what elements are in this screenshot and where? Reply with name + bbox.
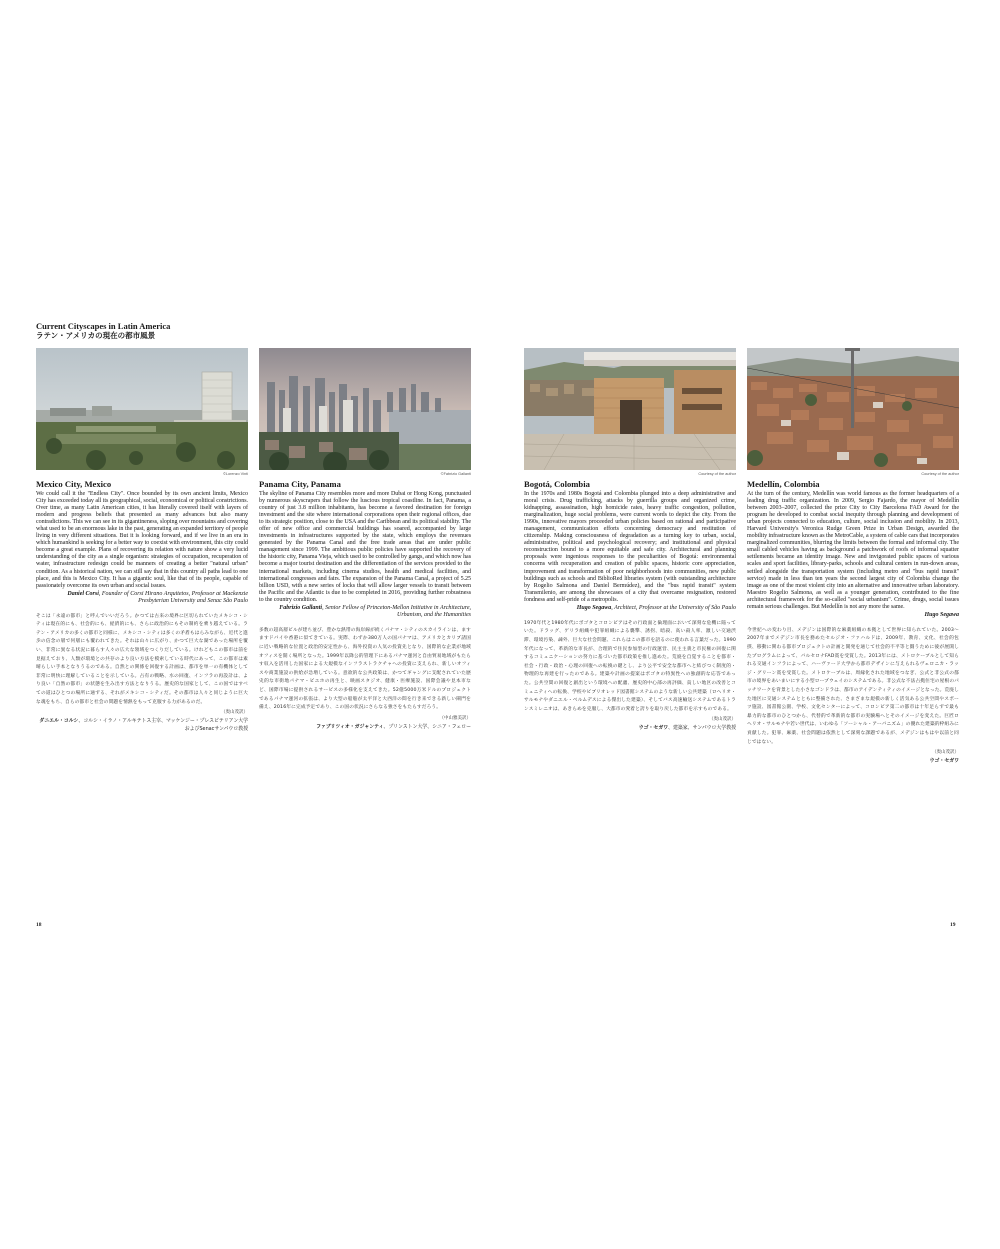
author-credit-ja — [36, 717, 248, 733]
section-title-ja: ラテン・アメリカの現在の都市風景 — [36, 331, 156, 340]
city-title: Medellín, Colombia — [747, 479, 820, 489]
translator-note: （中山雅美訳） — [439, 715, 471, 721]
photo-credit: Courtesy of the author — [921, 472, 959, 476]
article-body-ja: 1970年代と1980年代にボゴタとコロンビアはその行政面と倫理面において深刻な危機に陥っていた。ドラッグ、ゲリラ組織や犯罪組織による襲撃、誘拐、暗殺、高い殺人率、激しい交通渋滞、環境汚染、疎外、巨大な社会問題、これらはこの都市を語るのに使われる言葉だった。1990年代になって、革新的な市長が、合理的で住民参加型の行政運営、民主主義と市民権の回復に関するコミュニケーションの努力に基づいた都市政策を推し進めた。荒廃を自覚することを都市・社会・行政・政治・心理の回復への転換の鍵とし、より公平で安全な都市へと結びつく制度的・物理的な再建を行ったのである。建築や計画の提案はボゴタの特異性への独創的な応答であった。公共空間の回復と創出という環境への配慮、歴史的中心部の再評価、貧しい地区の改善とコミュニティへの転換、学校やビブリオレッド図書館システムのような新しい公共建築（ロヘリオ・サルモナやダニエル・ベルムデスによる傑出した建築）、そしてバス高速輸送システムであるトランスミレニオは、あきらめを克服し、大都市の愛着と誇りを取り戻した都市を示すものである。 — [524, 620, 736, 712]
column-medellin — [747, 348, 959, 765]
author-role-ja: 、プリンストン大学、シニア・フェロー — [383, 723, 471, 730]
photo-panama-city — [259, 348, 471, 470]
author-name: Daniel Corsi — [67, 590, 99, 597]
author-name-ja: ダニエル・コルシ — [39, 718, 79, 725]
column-mexico-city — [36, 348, 248, 733]
city-title: Panama City, Panama — [259, 479, 341, 489]
author-name: Fabrizio Gallanti — [279, 604, 323, 611]
author-role: , Architect, Professor at the University of São Paulo — [611, 604, 736, 611]
author-name-ja: ウゴ・セガワ — [638, 725, 669, 732]
author-name-ja: ウゴ・セガワ — [929, 758, 959, 765]
photo-bogota — [524, 348, 736, 470]
photo-medellin — [747, 348, 959, 470]
author-role-ja: 、建築家、サンパウロ大学教授 — [668, 725, 736, 732]
author-credit-ja — [747, 757, 959, 765]
article-body-ja: 今世紀への変わり目、メデジンは国際的な麻薬組織の本拠として世界に知られていた。2003〜2007年までメデジン市長を務めたセルジオ・ファハルドは、2009年、教育、文化、社会的包摂、移動に関わる都市プロジェクトの計画と開発を通じて社会的不平等と闘うために彼が展開したプログラムによって、バルセロナFAD賞を受賞した。2013年には、メトロケーブルとして知られる交通インフラによって、ハーヴァード大学から都市デザインに与えられるヴェロニカ・ラッジ・グリーン賞を受賞した。メトロケーブルは、周縁化された地域をつなぎ、公式と非公式の都市の境界をあいまいにする小型ロープウェイのシステムである。非公式な不法占拠住宅の屋根のパッチワークを背景とした小さなゴンドラは、都市のアイデンティティのイメージとなった。荒廃した地区に交通システムとともに整備された、さまざまな規模の新しく活気ある公共空間やスポーツ施設、図書館公園、学校、文化センターによって、コロンビア第二の都市は十年足らずで最も暴力的な都市のひとつから、代替的で革新的な都市の実験場へとそのイメージを変えた。巨匠ロヘリオ・サルモナや若い世代は、いわゆる「ソーシャル・アーバニズム」の優れた建築的枠組みに貢献した。犯罪、麻薬、社会問題は依然として深刻な課題であるが、メデジンはもはや以前と同じではない。 — [747, 627, 960, 745]
author-credit-en — [524, 605, 736, 612]
photo-credit: ©Fabrizio Gallanti — [440, 472, 471, 476]
article-body-en: We could call it the "Endless City". Once bounded by its own ancient limits, Mexico City has exceeded today all its geographical, social, economical or political constrictions. Over time, as many Latin American cities, it has literally covered itself with layers of modern and progress beliefs that presented as many advances but also many contradictions. This we can see in its gigantineness, sloping over mountains and covering what used to be an enormous lake in the past, generating an expanded territory of people living in very different situations. But it is looking forward, and if we live in an era in which humankind is seeking for a better way to coexist with environment, this city could become a great example. Plans of recovering its relation with nature show a very lucid understanding of the city as a single organism: strategies of occupation, recuperation of water, infrastructure redesign could be manners of creating a better "natural urban" condition. As a historical nation, we can still say that in this country all paths lead to one place, and this is Mexico City. It has a gigantic soul, like that of its people, capable of passionately overcome its own urban and social issues. — [36, 491, 248, 589]
article-body-en: At the turn of the century, Medellín was world famous as the former headquarters of a leading drug traffic organization. In 2009, Sergio Fajardo, the mayor of Medellín between 2003–2007, collected the prize City to City Barcelona FAD Award for the program he developed to combat social inequity through planning and development of urban projects connected to education, culture, social inclusion and mobility. In 2013, Harvard University's Veronica Rudge Green Prize in Urban Design, awarded the mobility infrastructure known as the MetroCable, a system of cable cars that incorporates marginalized communities, blurring the limits between the formal and informal city. The small cabled vehicles having as background a patchwork of roofs of informal squatter settlements became an identity image. New and invigorated public spaces of various scales and sport facilities, library-parks, schools and cultural centers in run-down areas, settled alongside the transportation system (including metro and "bus rapid transit" service) made in less than ten years the second largest city of Colombia change the image as one of the most violent city into an alternative and innovative urban laboratory. Maestro Rogelio Salmona, as well as a younger generation, contributed to the fine architectural framework for the so-called "social urbanism". Crime, drugs, social issues remain serious challenges. But Medellín is not any more the same. — [747, 491, 959, 610]
photo-mexico-city — [36, 348, 248, 470]
author-role: , Senior Fellow of Princeton-Mellon Initiative in Architecture, Urbanism, and the Humanities — [322, 604, 471, 618]
page-number-right: 19 — [950, 922, 956, 928]
translator-note: （奥山茂訳） — [221, 710, 248, 716]
author-name-ja: ファブリツィオ・ガジャンティ — [316, 723, 384, 730]
column-panama-city — [259, 348, 471, 731]
city-title: Mexico City, Mexico — [36, 479, 112, 489]
column-bogota — [524, 348, 736, 732]
article-body-ja: 多数の超高層ビルが建ち並び、豊かな熱帯の海岸線が続くパナマ・シティのスカイラインは、ますますドバイや香港に似てきている。実際、わずか380万人の国パナマは、アメリカとカリブ諸国に近い戦略的な位置と政治的安定性から、海外投資の人気の投資先となり、国際的な企業が地域オフィスを開く場所となった。1999年以降公的管理下にあるパナマ運河と自由貿易地域がもたらす収入を活用した国家による大規模なインフラストラクチャへの投資に支えられ、新しいオフィスや商業施設の供給が急増している。意欲的な公共政策は、かつてギャングに支配されていた歴史的な市街地パナマ・ビエホの再生と、映画スタジオ、健康・医療施設、国際会議や見本市など、国際市場に提供されるサービスの多様化を支えてきた。52億5000万米ドルのプロジェクトであるパナマ運河の拡張は、より大型の船舶が太平洋と大西洋の間を行き来できる新しい閘門を備え、2016年に完成予定であり、この国の状況にさらなる強さをもたらすだろう。 — [259, 627, 472, 711]
section-title-en: Current Cityscapes in Latin America — [36, 321, 171, 331]
author-credit-ja — [259, 723, 471, 731]
translator-note: （奥山茂訳） — [932, 750, 959, 756]
author-name: Hugo Segawa — [576, 604, 612, 611]
photo-credit: Courtesy of the author — [698, 472, 736, 476]
page-number-left: 18 — [36, 922, 42, 928]
author-role-ja: 、コルシ・イラノ・アルキテトス主宰、マッケンジー・プレスビテリアン大学およびSenacサンパウロ教授 — [78, 718, 248, 733]
author-credit-ja — [524, 724, 736, 732]
author-name: Hugo Segawa — [924, 611, 959, 618]
author-credit-en — [259, 605, 471, 619]
article-body-en: In the 1970s and 1980s Bogotá and Colombia plunged into a deep administrative and moral crisis. Drug trafficking, attacks by guerrilla groups and organized crime, kidnapping, assassination, high homicide rates, heavy traffic congestion, pollution, marginalization, huge social problems, were current words to depict the city. From the 1990s, innovative mayors proceeded urban policies based on rational and participative management, communication efforts concerning democracy and restitution of citizenship. Making consciousness of degradation as a turning key to urban, social, administrative, political and psychological recovery; and institutional and physical reconstruction bound to a more equitable and safe city. Architectural and planning proposals were ingenious responses to the peculiarities of Bogotá: environmental concerns with recuperation and creation of public spaces, historic core appreciation, improvement and transformation of poor neighborhoods into communities, new public buildings such as schools and BiblioRed libraries system (with outstanding architecture by Rogelio Salmona and Daniel Bermúdez), and the "bus rapid transit" system Transmilenio, are among the showcases of a city that overcame resignation, restored fondness and self-pride of a metropolis. — [524, 491, 736, 603]
author-credit-en — [36, 591, 248, 605]
author-credit-en — [747, 612, 959, 619]
spread-header — [36, 321, 436, 341]
translator-note: （奥山茂訳） — [709, 717, 736, 723]
author-role: , Founder of Corsi Hirano Arquitetos, Professor at Mackenzie Presbyterian University and Senac São Paulo — [98, 590, 248, 604]
article-body-ja: そこは「永遠の都市」と呼んでいいだろう。かつては古来の境界に区切られていたメキシコ・シティは現在的にも、社会的にも、経済的にも、さらに政治的にもその制約を乗り越えている。ラテン・アメリカの多くの都市と同様に、メキシコ・シティは多くの矛盾もはらみながら、近代と進歩の信念の層で何層にも覆われてきた。それは山々に広がり、かつて巨大な湖であった場所を覆い、非常に異なる状況に暮らす人々の広大な領域をつくりだしている。けれどもこの都市は前を見据えており、人類が環境との共存のより良い方法を模索している時代にあって、この都市は素晴らしい手本となりうるのである。自然との関係を回復する計画は、都市を単一の有機体として非常に明快に理解していることを示している。占有の戦略、水の回復、インフラの再設計は、より良い「自然の都市」の状態を生み出す方法となりうる。歴史的な国家として、この国ではすべての道はひとつの場所に通ずる、それがメキシコ・シティだ。その都市は人々と同じように巨大な魂をもち、自らの都市と社会の問題を情熱をもって克服する力があるのだ。 — [36, 613, 248, 705]
article-body-en: The skyline of Panama City resembles more and more Dubai or Hong Kong, punctuated by numerous skyscrapers that follow the luscious tropical coastline. In fact, Panama, a country of just 3.8 million inhabitants, has become a favored destination for foreign investment and the site where international corporations open their regional offices, due to its strategic position, close to the USA and the Caribbean and its political stability. The offer of new office and commercial buildings has soared, accompanied by large investments in infrastructures supported by the state, which employs the revenues generated by the Panama Canal and the free trade areas that are under public management since 1999. The ambitious public policies have supported the recovery of the historic city, Panama Vieja, which used to be controlled by gangs, and which now has become a major tourist destination and the differentiation of the services provided to the international markets, including cinema studios, health and medical facilities, and international congresses and fairs. The expansion of the Panama Canal, a project of 5.25 billion USD, with a new series of locks that will allow larger vessels to transit between the Pacific and the Atlantic is due to be completed in 2016, providing further robustness to the country condition. — [259, 491, 471, 603]
photo-credit: ©Lorenzo Vinti — [223, 472, 248, 476]
city-title: Bogotá, Colombia — [524, 479, 590, 489]
